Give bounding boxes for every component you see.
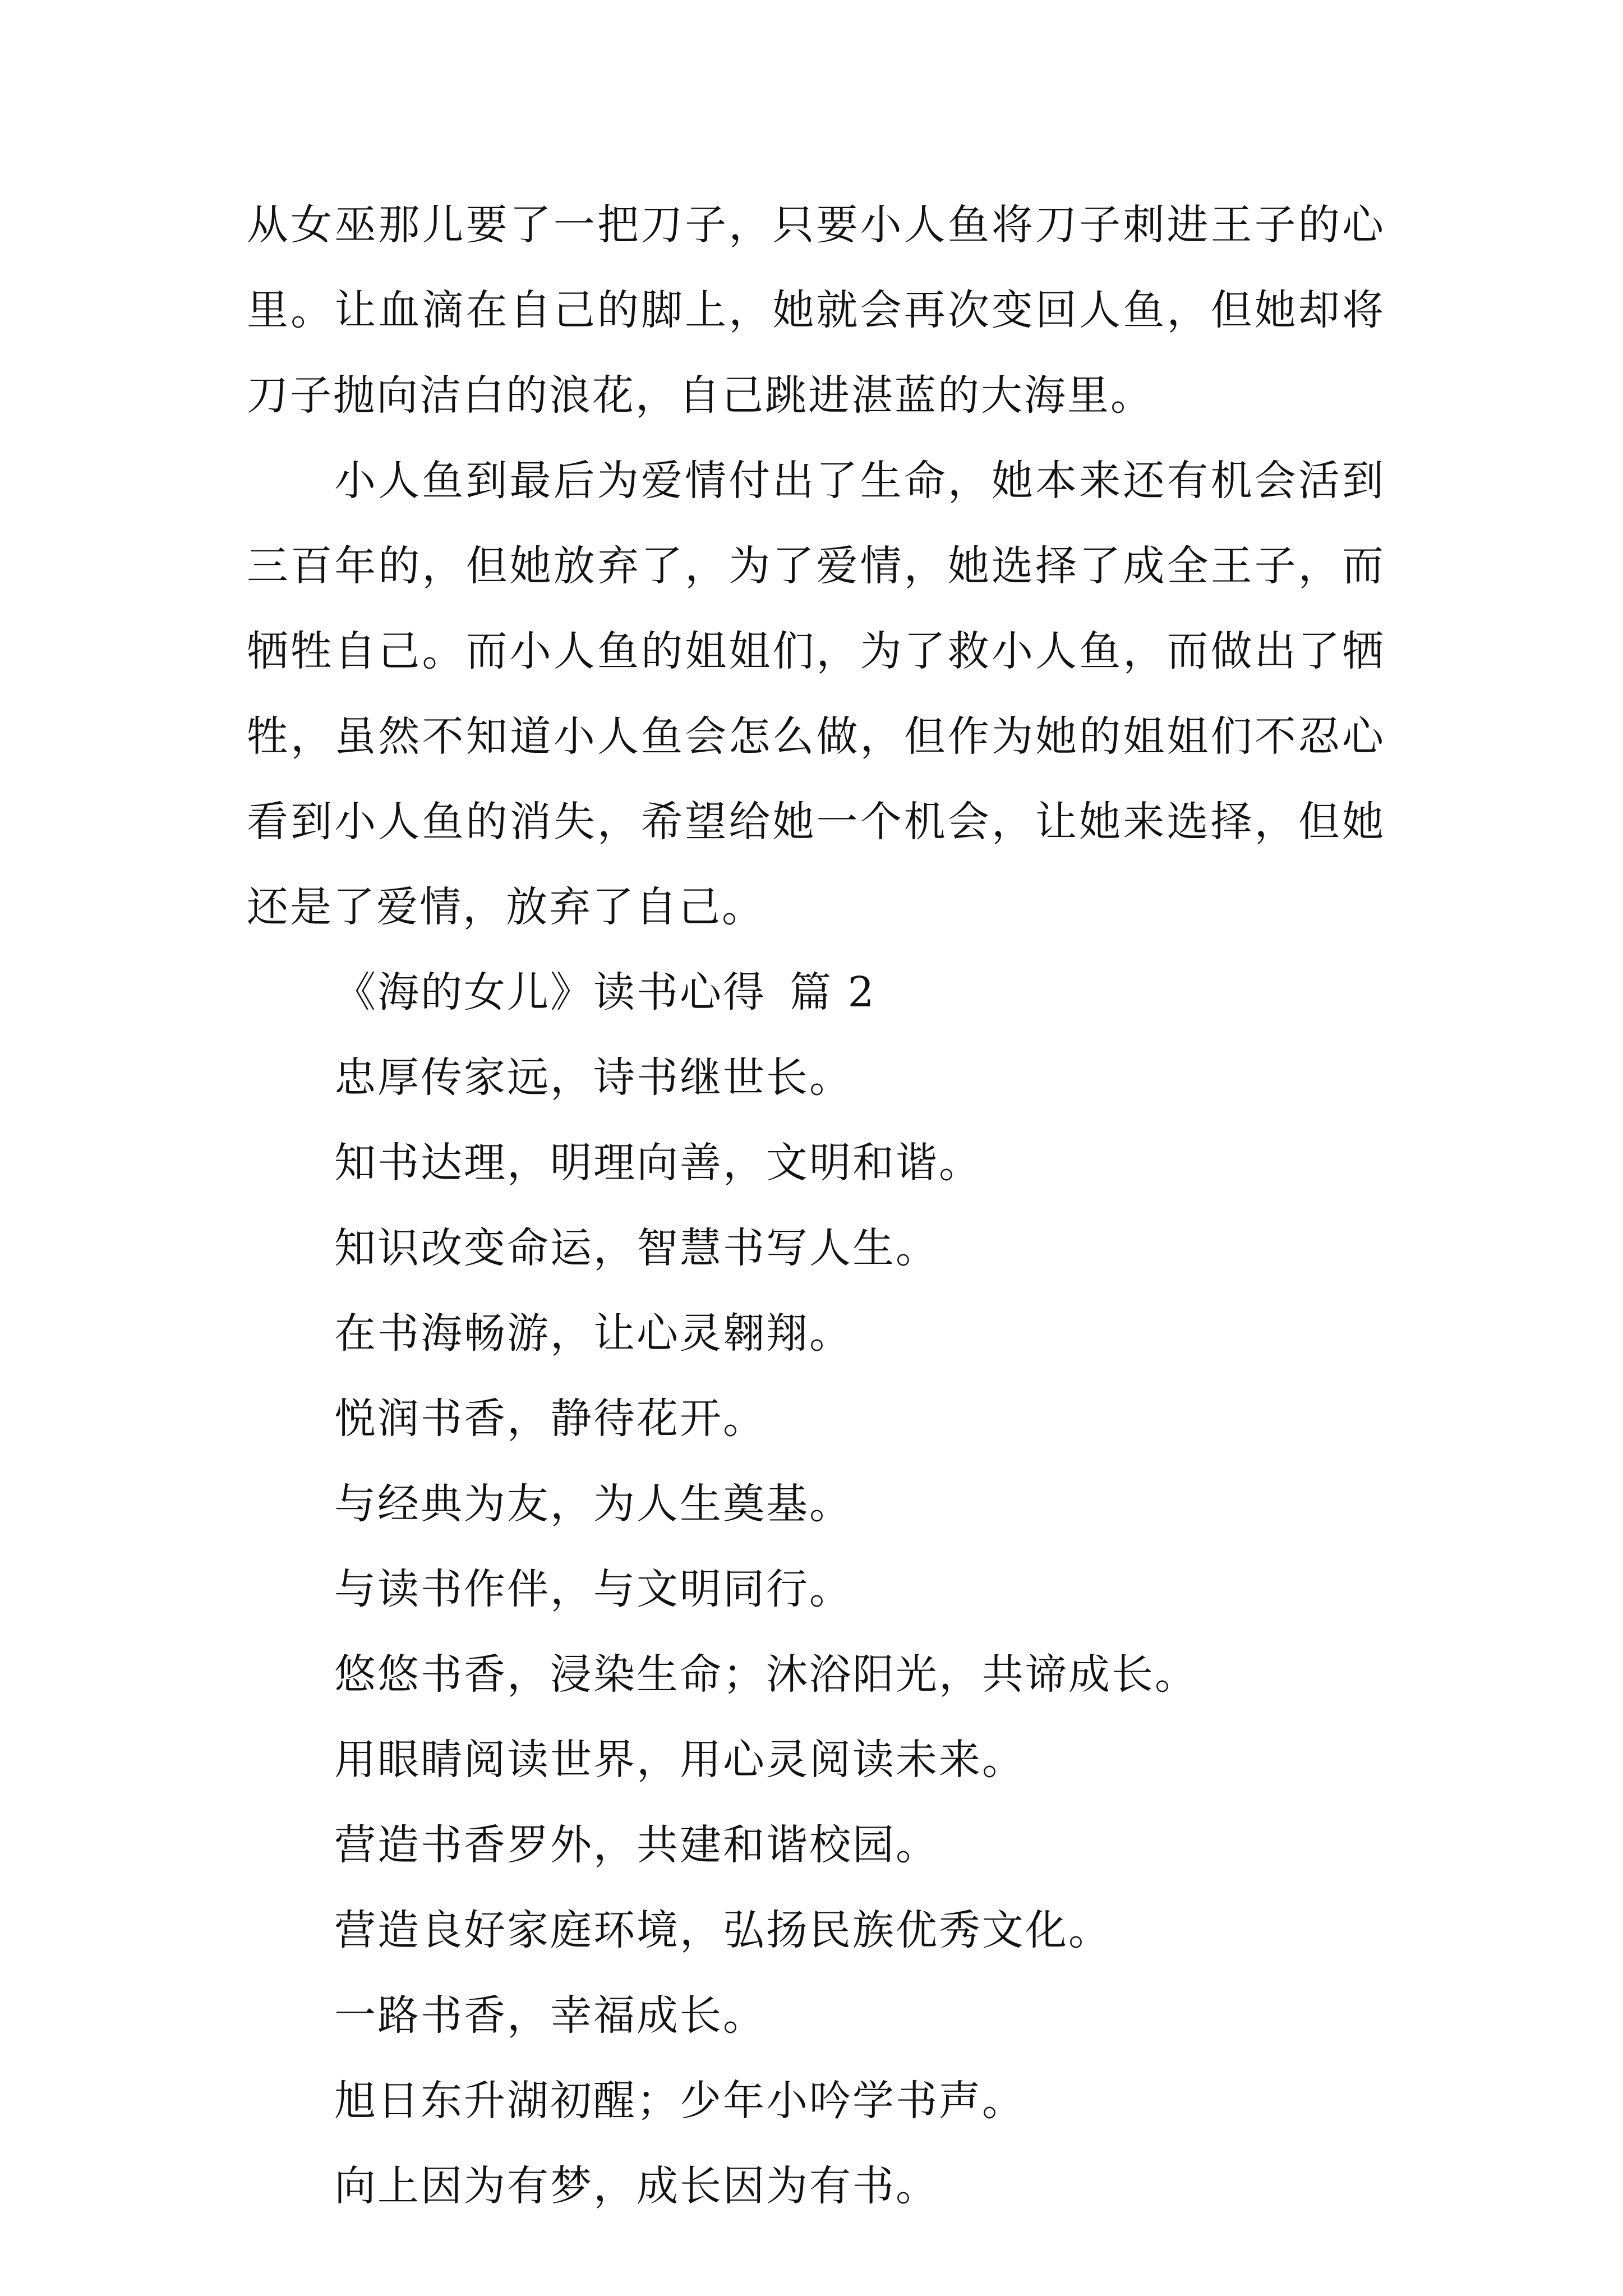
slogan-item: 忠厚传家远，诗书继世长。 <box>334 1053 852 1102</box>
slogan-item: 与经典为友，为人生奠基。 <box>334 1480 852 1528</box>
slogan-item: 知识改变命运，智慧书写人生。 <box>334 1224 939 1272</box>
slogan-item: 营造书香罗外，共建和谐校园。 <box>334 1821 939 1869</box>
slogan-item: 悦润书香，静待花开。 <box>334 1395 766 1443</box>
slogan-item: 旭日东升湖初醒；少年小吟学书声。 <box>334 2077 1025 2125</box>
slogan-item: 向上因为有梦，成长因为有书。 <box>334 2162 939 2210</box>
paragraph-reflection: 小人鱼到最后为爱情付出了生命，她本来还有机会活到三百年的，但她放弃了，为了爱情，她选择了成全王子，而牺牲自己。而小人鱼的姐姐们，为了救小人鱼，而做出了牺牲，虽然不知道小人鱼会怎么做，但作为她的姐姐们不忍心看到小人鱼的消失，希望给她一个机会，让她来选择，但她还是了爱情，放弃了自己。 <box>247 457 1385 931</box>
section-heading-label: 篇 2 <box>790 968 876 1016</box>
section-heading-title: 《海的女儿》读书心得 <box>334 968 766 1016</box>
slogan-item: 营造良好家庭环境，弘扬民族优秀文化。 <box>334 1906 1112 1954</box>
slogan-item: 知书达理，明理向善，文明和谐。 <box>334 1139 982 1187</box>
slogan-item: 与读书作伴，与文明同行。 <box>334 1565 852 1613</box>
slogan-item: 在书海畅游，让心灵翱翔。 <box>334 1309 852 1358</box>
slogan-list <box>247 1035 1385 2229</box>
slogan-item: 一路书香，幸福成长。 <box>334 1991 766 2040</box>
slogan-item: 用眼睛阅读世界，用心灵阅读未来。 <box>334 1736 1025 1784</box>
section-heading <box>247 950 1385 1035</box>
paragraph-continued: 从女巫那儿要了一把刀子，只要小人鱼将刀子刺进王子的心里。让血滴在自己的脚上，她就会再次变回人鱼，但她却将刀子抛向洁白的浪花，自己跳进湛蓝的大海里。 <box>247 201 1385 420</box>
slogan-item: 悠悠书香，浸染生命；沐浴阳光，共谛成长。 <box>334 1650 1198 1699</box>
document-body <box>247 182 1385 2229</box>
